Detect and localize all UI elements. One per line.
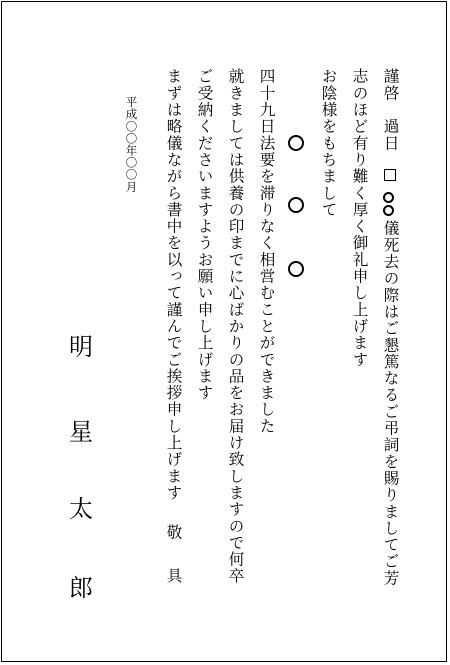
sender-char-2: 星 [69,418,93,446]
closing-keigu: 敬 具 [164,524,183,589]
letter-line-4: 四十九日法要を滞りなく相営むことができました [257,68,276,435]
letter-line-1-opening: 謹啓 過日 [381,68,400,152]
sender-char-4: 郎 [69,574,93,602]
sender-char-1: 明 [69,333,93,361]
blank-circle-placeholder [383,205,394,216]
sender-char-3: 太 [69,495,93,523]
letter-line-6: ご受納くださいますようお願い申し上げます [195,68,214,401]
letter-line-1 [382,68,398,151]
name-placeholder-circle [288,197,304,213]
letter-line-1-continuation: 儀死去の際はご懇篤なるご弔詞を賜りましてご芳 [381,220,400,587]
letter-line-3: お陰様をもちまして [319,68,338,218]
condolence-letter-card [1,1,447,662]
letter-line-2: 志のほど有り難く厚く御礼申し上げます [350,68,369,368]
blank-circle-placeholder [383,192,394,203]
name-placeholder-circle [288,135,304,151]
letter-line-5: 就きましては供養の印までに心ばかりの品をお届け致しますので何卒 [226,68,245,585]
blank-square-placeholder [384,169,396,181]
date-line: 平成〇〇年〇〇月 [124,96,139,193]
letter-line-7: まずは略儀ながら書中を以って謹んでご挨拶申し上げます [164,68,183,501]
name-placeholder-circle [288,261,304,277]
